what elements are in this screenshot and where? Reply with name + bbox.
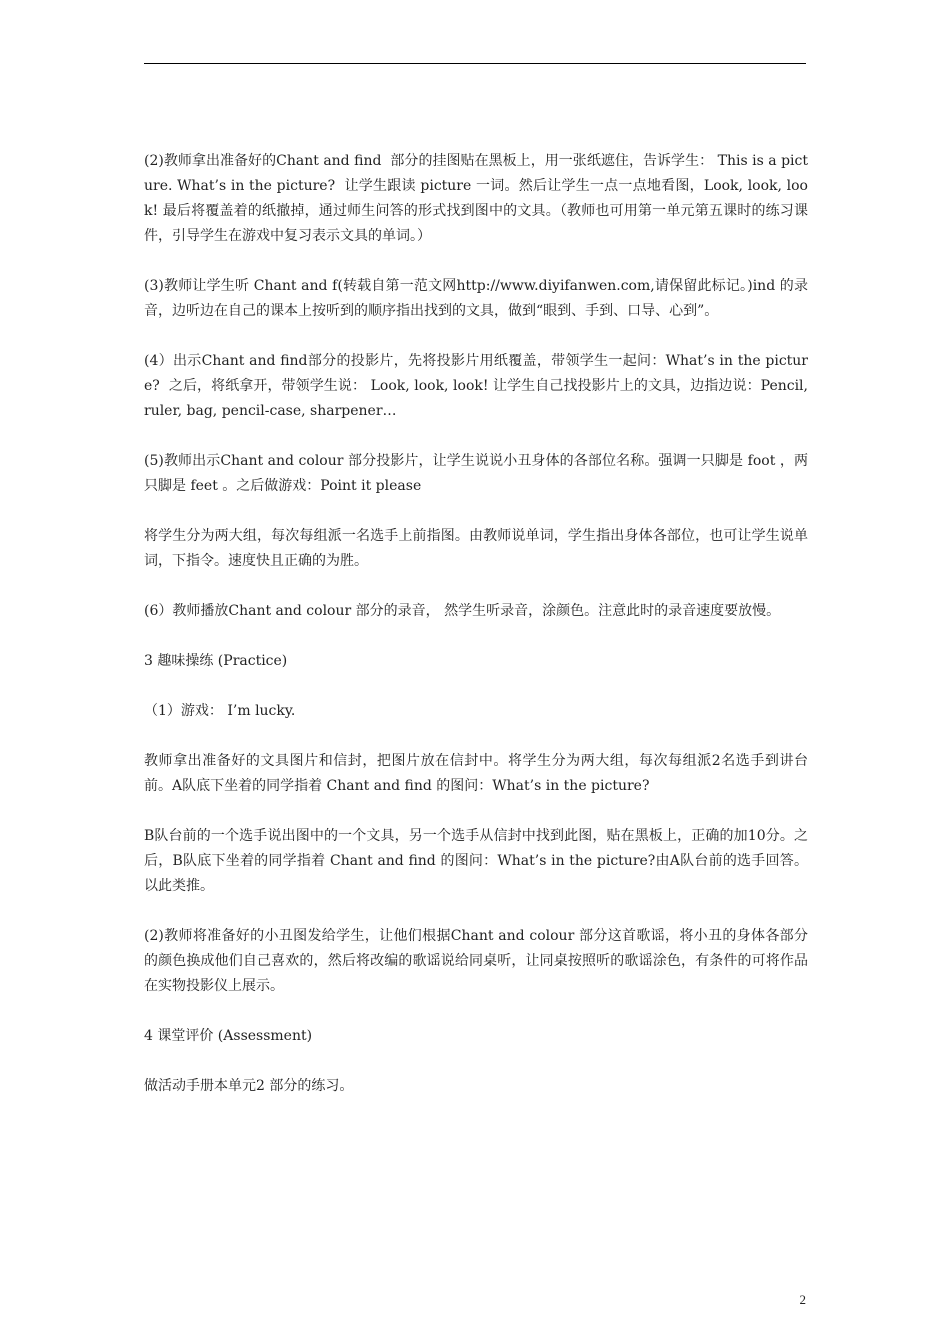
- section-heading-assessment: 4 课堂评价 (Assessment): [144, 1028, 313, 1044]
- paragraph-workbook: 做活动手册本单元2 部分的练习。: [144, 1078, 354, 1094]
- paragraph-transparency-find: (4）出示Chant and find部分的投影片，先将投影片用纸覆盖，带领学生一起问：What’s in the picture? 之后，将纸拿开，带领学生说： Look, look, look! 让学生自己找投影片上的文具，边指边说：Pencil, ruler, bag, pencil-case, sharpener…: [144, 353, 813, 419]
- page-number: 2: [799, 1292, 806, 1307]
- header-rule: [144, 63, 806, 64]
- paragraph-clown-colouring: (2)教师将准备好的小丑图发给学生，让他们根据Chant and colour 部分这首歌谣，将小丑的身体各部分的颜色换成他们自己喜欢的，然后将改编的歌谣说给同桌听，让同桌按照听的歌谣涂色，有条件的可将作品在实物投影仪上展示。: [144, 928, 808, 994]
- paragraph-lucky-game-title: （1）游戏： I’m lucky.: [144, 703, 296, 719]
- paragraph-lucky-game-rules: B队台前的一个选手说出图中的一个文具，另一个选手从信封中找到此图，贴在黑板上，正确的加10分。之后，B队底下坐着的同学指着 Chant and find 的图问：What’s in the picture?由A队台前的选手回答。以此类推。: [144, 828, 808, 894]
- paragraph-lucky-game-setup: 教师拿出准备好的文具图片和信封，把图片放在信封中。将学生分为两大组，每次每组派2名选手到讲台前。A队底下坐着的同学指着 Chant and find 的图问：What’s in the picture?: [144, 753, 808, 794]
- document-body: [144, 149, 813, 1124]
- section-heading-practice: 3 趣味操练 (Practice): [144, 653, 288, 669]
- paragraph-play-recording: (6）教师播放Chant and colour 部分的录音， 然学生听录音，涂颜色。注意此时的录音速度要放慢。: [144, 603, 781, 619]
- paragraph-point-game: 将学生分为两大组，每次每组派一名选手上前指图。由教师说单词，学生指出身体各部位，也可让学生说单词，下指令。速度快且正确的为胜。: [144, 528, 808, 569]
- paragraph-chant-find-wallchart: (2)教师拿出准备好的Chant and find 部分的挂图贴在黑板上，用一张纸遮住，告诉学生： This is a picture. What’s in the picture? 让学生跟读 picture 一词。然后让学生一点一点地看图，Look, look, look! 最后将覆盖着的纸撤掉，通过师生问答的形式找到图中的文具。（教师也可用第一单元第五课时的练习课件，引导学生在游戏中复习表示文具的单词。）: [144, 153, 808, 244]
- paragraph-listen-recording: (3)教师让学生听 Chant and f(转载自第一范文网http://www.diyifanwen.com,请保留此标记。)ind 的录音，边听边在自己的课本上按听到的顺序指出找到的文具，做到“眼到、手到、口导、心到”。: [144, 278, 808, 319]
- paragraph-chant-colour: (5)教师出示Chant and colour 部分投影片，让学生说说小丑身体的各部位名称。强调一只脚是 foot ，两只脚是 feet 。之后做游戏：Point it please: [144, 453, 808, 494]
